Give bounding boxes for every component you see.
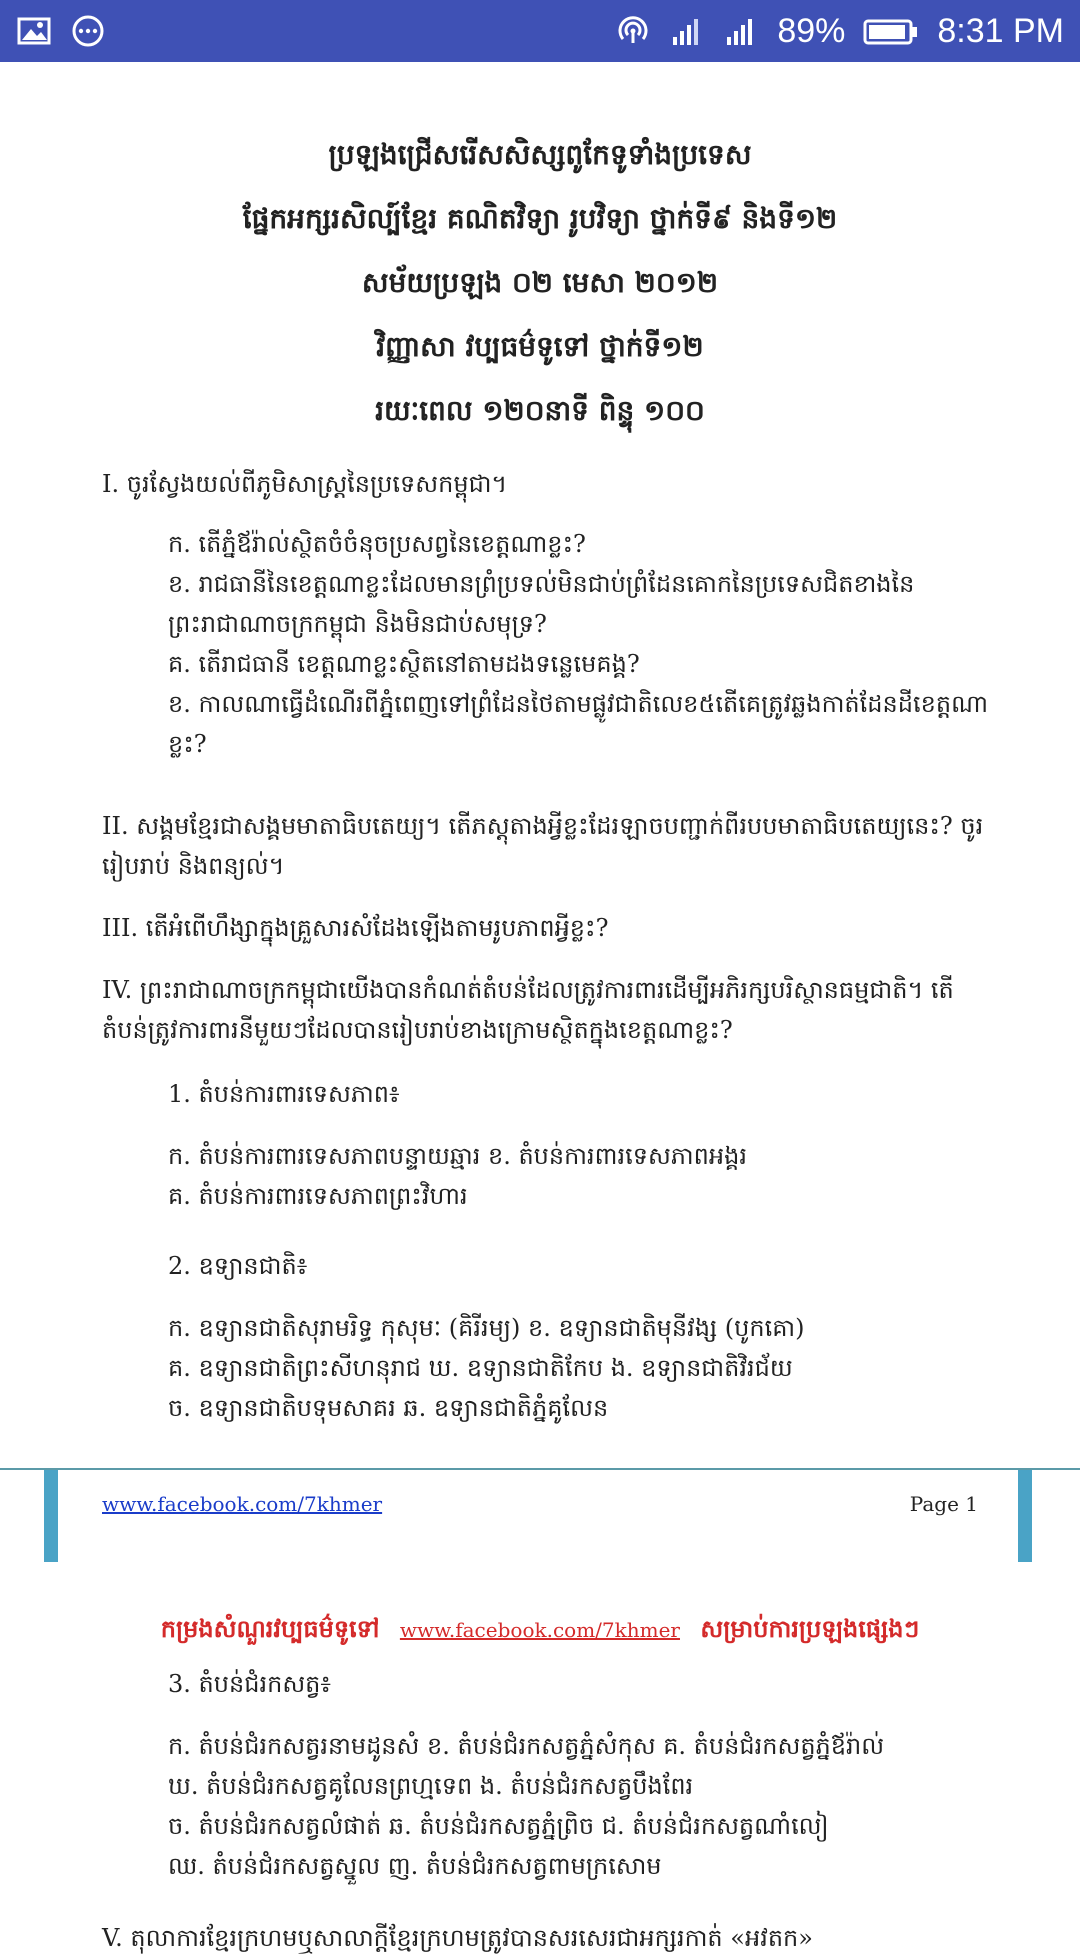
doc-title-line-5: រយៈពេល ១២០នាទី ពិន្ទុ ១០០ bbox=[375, 394, 705, 427]
section-3-line-2: ឃ. តំបន់ជំរកសត្វគូលែនព្រហ្មទេព ង. តំបន់ជំរកសត្វបឹងពែរ bbox=[168, 1772, 694, 1800]
doc-title-line-1: ប្រឡងជ្រើសរើសសិស្សពូកែទូទាំងប្រទេស bbox=[328, 138, 752, 171]
question-i-b: ខ. រាជធានីនៃខេត្តណាខ្លះដែលមានព្រំប្រទល់មិនជាប់ព្រំដែនគោកនៃប្រទេសជិតខាងនៃព្រះរាជាណាចក្រកម្ពុជា និងមិនជាប់សមុទ្រ? bbox=[168, 570, 915, 638]
question-v: V. តុលាការខ្មែរក្រហមឬសាលាក្តីខ្មែរក្រហមត្រូវបានសរសេរជាអក្សរកាត់ «អវតក» bbox=[102, 1924, 813, 1952]
section-1 bbox=[102, 1074, 990, 1216]
next-page-header bbox=[0, 1614, 1080, 1649]
section-1-line-2: គ. តំបន់ការពារទេសភាពព្រះវិហារ bbox=[168, 1182, 468, 1210]
question-i-a: ក. តើភ្នំឪរ៉ាល់ស្ថិតចំចំនុចប្រសព្វនៃខេត្តណាខ្លះ? bbox=[168, 530, 586, 558]
footer-accent-left bbox=[44, 1470, 58, 1562]
question-iii: III. តើអំពើហឹង្សាក្នុងគ្រួសារសំដែងឡើងតាមរូបភាពអ្វីខ្លះ? bbox=[102, 914, 609, 942]
footer-accent-right bbox=[1018, 1470, 1032, 1562]
section-3-line-3: ច. តំបន់ជំរកសត្វលំផាត់ ឆ. តំបន់ជំរកសត្វភ្នំព្រិច ជ. តំបន់ជំរកសត្វណាំលៀ bbox=[168, 1812, 829, 1840]
section-3-line-4: ឈ. តំបន់ជំរកសត្វស្នួល ញ. តំបន់ជំរកសត្វពាមក្រសោម bbox=[168, 1852, 662, 1880]
battery-percent: 89% bbox=[777, 11, 846, 50]
signal-1-icon bbox=[669, 13, 705, 49]
question-i-title: I. ចូរស្វែងយល់ពីភូមិសាស្ត្រនៃប្រទេសកម្ពុជា។ bbox=[102, 470, 508, 498]
signal-2-icon bbox=[723, 13, 759, 49]
page-footer bbox=[0, 1468, 1080, 1564]
hotspot-icon bbox=[615, 13, 651, 49]
section-1-title: 1. តំបន់ការពារទេសភាព៖ bbox=[168, 1080, 400, 1108]
footer-link[interactable]: www.facebook.com/7khmer bbox=[102, 1492, 383, 1516]
section-3-line-1: ក. តំបន់ជំរកសត្វរនាមដូនសំ ខ. តំបន់ជំរកសត្វភ្នំសំកុស គ. តំបន់ជំរកសត្វភ្នំឪរ៉ាល់ bbox=[168, 1732, 885, 1760]
question-i-d: ខ. កាលណាធ្វើដំណើរពីភ្នំពេញទៅព្រំដែនថៃតាមផ្លូវជាតិលេខ៥តើគេត្រូវឆ្លងកាត់ដែនដីខេត្តណាខ្លះ? bbox=[168, 690, 988, 758]
red-header-right: សម្រាប់ការប្រឡងផ្សេងៗ bbox=[700, 1614, 920, 1643]
doc-title-line-4: វិញ្ញាសា វប្បធម៌ទូទៅ ថ្នាក់ទី១២ bbox=[376, 330, 704, 363]
question-iv: IV. ព្រះរាជាណាចក្រកម្ពុជាយើងបានកំណត់តំបន់ដែលត្រូវការពារដើម្បីអភិរក្សបរិស្ថានធម្មជាតិ។ តើតំបន់ត្រូវការពារនីមួយៗដែលបានរៀបរាប់ខាងក្រោមស្ថិតក្នុងខេត្តណាខ្លះ? bbox=[102, 976, 954, 1044]
footer-page-number: Page 1 bbox=[909, 1492, 978, 1516]
section-2-line-3: ច. ឧទ្យានជាតិបទុមសាគរ ឆ. ឧទ្យានជាតិភ្នំគូលែន bbox=[168, 1394, 609, 1422]
section-2-title: 2. ឧទ្យានជាតិ៖ bbox=[168, 1252, 308, 1280]
battery-icon bbox=[863, 13, 919, 49]
question-i bbox=[102, 464, 990, 764]
red-header-left: កម្រងសំណួរវប្បធម៌ទូទៅ bbox=[160, 1614, 380, 1643]
doc-title-line-3: សម័យប្រឡង ០២ មេសា ២០១២ bbox=[361, 266, 719, 299]
section-2-line-2: គ. ឧទ្យានជាតិព្រះសីហនុរាជ ឃ. ឧទ្យានជាតិកែប ង. ឧទ្យានជាតិវិរជ័យ bbox=[168, 1354, 793, 1382]
section-2 bbox=[102, 1246, 990, 1428]
doc-title-line-2: ផ្នែកអក្សរសិល្ប៍ខ្មែរ គណិតវិទ្យា រូបវិទ្យា ថ្នាក់ទី៩ និងទី១២ bbox=[242, 202, 838, 235]
question-i-c: គ. តើរាជធានី ខេត្តណាខ្លះស្ថិតនៅតាមដងទន្លេមេគង្គ? bbox=[168, 650, 640, 678]
red-header-link[interactable]: www.facebook.com/7khmer bbox=[399, 1618, 680, 1642]
section-1-line-1: ក. តំបន់ការពារទេសភាពបន្ទាយឆ្មារ ខ. តំបន់ការពារទេសភាពអង្គរ bbox=[168, 1142, 747, 1170]
section-3 bbox=[102, 1664, 990, 1886]
section-2-line-1: ក. ឧទ្យានជាតិសុរាមរិទ្ធ កុសុមៈ (គិរីរម្យ) ខ. ឧទ្យានជាតិមុនីវង្ស (បូកគោ) bbox=[168, 1314, 805, 1342]
clock-time: 8:31 PM bbox=[937, 11, 1064, 50]
status-bar bbox=[0, 0, 1080, 62]
more-icon bbox=[70, 13, 106, 49]
section-3-title: 3. តំបន់ជំរកសត្វ៖ bbox=[168, 1670, 331, 1698]
gallery-icon bbox=[16, 13, 52, 49]
question-ii: II. សង្គមខ្មែរជាសង្គមមាតាធិបតេយ្យ។ តើភស្តុតាងអ្វីខ្លះដែរឡាចបញ្ជាក់ពីរបបមាតាធិបតេយ្យនេះ? ចូររៀបរាប់ និងពន្យល់។ bbox=[102, 812, 984, 880]
footer-divider bbox=[0, 1468, 1080, 1470]
